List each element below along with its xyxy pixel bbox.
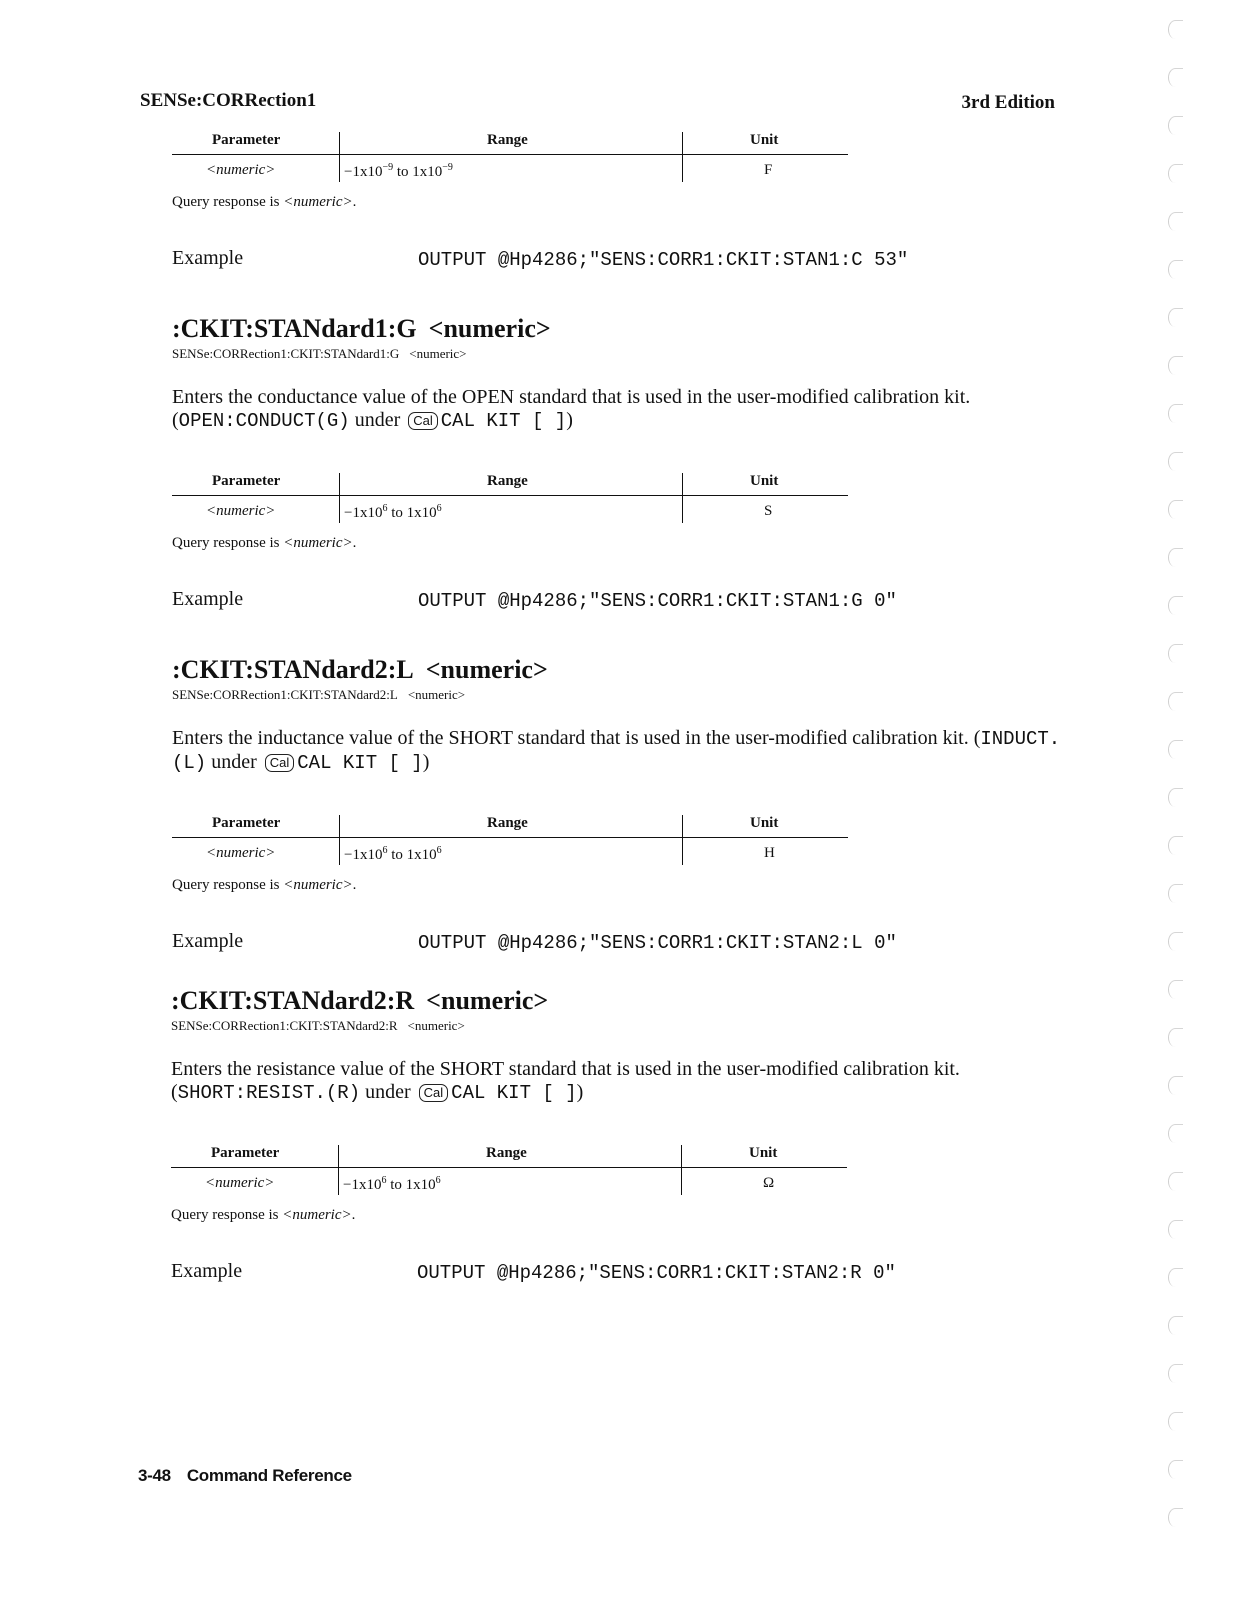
example-line xyxy=(172,588,1072,614)
command-title: :CKIT:STANdard1:G <numeric> xyxy=(172,314,551,343)
command-block xyxy=(172,655,1072,956)
header-section-title: SENSe:CORRection1 xyxy=(140,90,317,111)
table-divider xyxy=(682,815,683,865)
page-footer xyxy=(138,1466,352,1486)
table-header-unit: Unit xyxy=(749,1145,778,1161)
table-cell-parameter: <numeric> xyxy=(206,845,276,861)
command-full-path: SENSe:CORRection1:CKIT:STANdard1:G <numeric> xyxy=(172,346,467,361)
command-title: :CKIT:STANdard2:L <numeric> xyxy=(172,655,548,684)
binder-hole-marks xyxy=(1168,20,1192,1580)
query-response: Query response is <numeric>. xyxy=(171,1207,356,1223)
table-cell-parameter: <numeric> xyxy=(206,503,276,519)
parameter-table xyxy=(172,473,848,533)
command-description: Enters the resistance value of the SHORT standard that is used in the user-modified calibration kit. (SHORT:RESIST.(R) under Cal CAL KIT [ ]) xyxy=(171,1058,960,1104)
table-rule xyxy=(172,154,848,155)
table-cell-unit: H xyxy=(764,845,775,861)
example-code: OUTPUT @Hp4286;"SENS:CORR1:CKIT:STAN1:C 53" xyxy=(418,249,909,271)
table-cell-unit: F xyxy=(764,162,773,178)
parameter-table xyxy=(171,1145,847,1205)
table-rule xyxy=(172,837,848,838)
cal-key-icon: Cal xyxy=(265,754,295,772)
example-line xyxy=(171,1260,1071,1286)
table-header-parameter: Parameter xyxy=(212,132,281,148)
example-label: Example xyxy=(172,247,244,269)
footer-section: Command Reference xyxy=(186,1466,352,1485)
running-header xyxy=(140,90,1055,114)
command-description: Enters the conductance value of the OPEN standard that is used in the user-modified calibration kit. (OPEN:CONDUCT(G) under Cal CAL KIT [ ]) xyxy=(172,386,971,432)
command-full-path: SENSe:CORRection1:CKIT:STANdard2:R <numeric> xyxy=(171,1018,465,1033)
table-cell-range: $-1x10^6$ to $1x10^6$ xyxy=(344,845,442,863)
example-label: Example xyxy=(172,588,244,610)
table-header-range: Range xyxy=(487,132,528,148)
parameter-table xyxy=(172,815,848,875)
query-response: Query response is <numeric>. xyxy=(172,535,357,551)
softkey-label: INDUCT.(L) xyxy=(172,728,1061,774)
table-cell-range: $-1x10^{-9}$ to $1x10^{-9}$ xyxy=(344,162,453,180)
table-cell-range: $-1x10^6$ to $1x10^6$ xyxy=(343,1175,441,1193)
table-divider xyxy=(339,815,340,865)
table-header-unit: Unit xyxy=(750,815,779,831)
query-response: Query response is <numeric>. xyxy=(172,194,357,210)
table-divider xyxy=(339,473,340,523)
table-header-unit: Unit xyxy=(750,473,779,489)
example-line xyxy=(172,247,1072,273)
parameter-table xyxy=(172,132,848,192)
example-code: OUTPUT @Hp4286;"SENS:CORR1:CKIT:STAN1:G 0" xyxy=(418,590,897,612)
table-cell-parameter: <numeric> xyxy=(206,162,276,178)
table-divider xyxy=(338,1145,339,1195)
table-header-range: Range xyxy=(486,1145,527,1161)
header-edition: 3rd Edition xyxy=(961,92,1055,113)
table-header-parameter: Parameter xyxy=(212,473,281,489)
example-label: Example xyxy=(172,930,244,952)
softkey-label: SHORT:RESIST.(R) xyxy=(177,1082,361,1104)
command-description: Enters the inductance value of the SHORT standard that is used in the user-modified calibration kit. (INDUCT.(L) under Cal CAL KIT [ ]) xyxy=(172,727,1061,774)
query-response: Query response is <numeric>. xyxy=(172,877,357,893)
cal-key-icon: Cal xyxy=(419,1084,449,1102)
table-header-range: Range xyxy=(487,815,528,831)
table-cell-parameter: <numeric> xyxy=(205,1175,275,1191)
table-divider xyxy=(339,132,340,182)
example-line xyxy=(172,930,1072,956)
softkey-label: OPEN:CONDUCT(G) xyxy=(178,410,350,432)
table-header-range: Range xyxy=(487,473,528,489)
example-code: OUTPUT @Hp4286;"SENS:CORR1:CKIT:STAN2:L 0" xyxy=(418,932,897,954)
table-divider xyxy=(682,473,683,523)
table-divider xyxy=(681,1145,682,1195)
page-number: 3-48 xyxy=(138,1466,171,1485)
example-label: Example xyxy=(171,1260,243,1282)
table-divider xyxy=(682,132,683,182)
table-cell-range: $-1x10^6$ to $1x10^6$ xyxy=(344,503,442,521)
table-rule xyxy=(171,1167,847,1168)
table-cell-unit: Ω xyxy=(763,1175,775,1191)
intro-block xyxy=(172,132,1072,273)
command-block xyxy=(171,986,1071,1286)
command-full-path: SENSe:CORRection1:CKIT:STANdard2:L <numeric> xyxy=(172,687,466,702)
table-header-unit: Unit xyxy=(750,132,779,148)
cal-key-icon: Cal xyxy=(408,412,438,430)
command-title: :CKIT:STANdard2:R <numeric> xyxy=(171,986,549,1015)
example-code: OUTPUT @Hp4286;"SENS:CORR1:CKIT:STAN2:R 0" xyxy=(417,1262,896,1284)
command-block xyxy=(172,314,1072,614)
table-cell-unit: S xyxy=(764,503,773,519)
table-header-parameter: Parameter xyxy=(211,1145,280,1161)
table-header-parameter: Parameter xyxy=(212,815,281,831)
table-rule xyxy=(172,495,848,496)
